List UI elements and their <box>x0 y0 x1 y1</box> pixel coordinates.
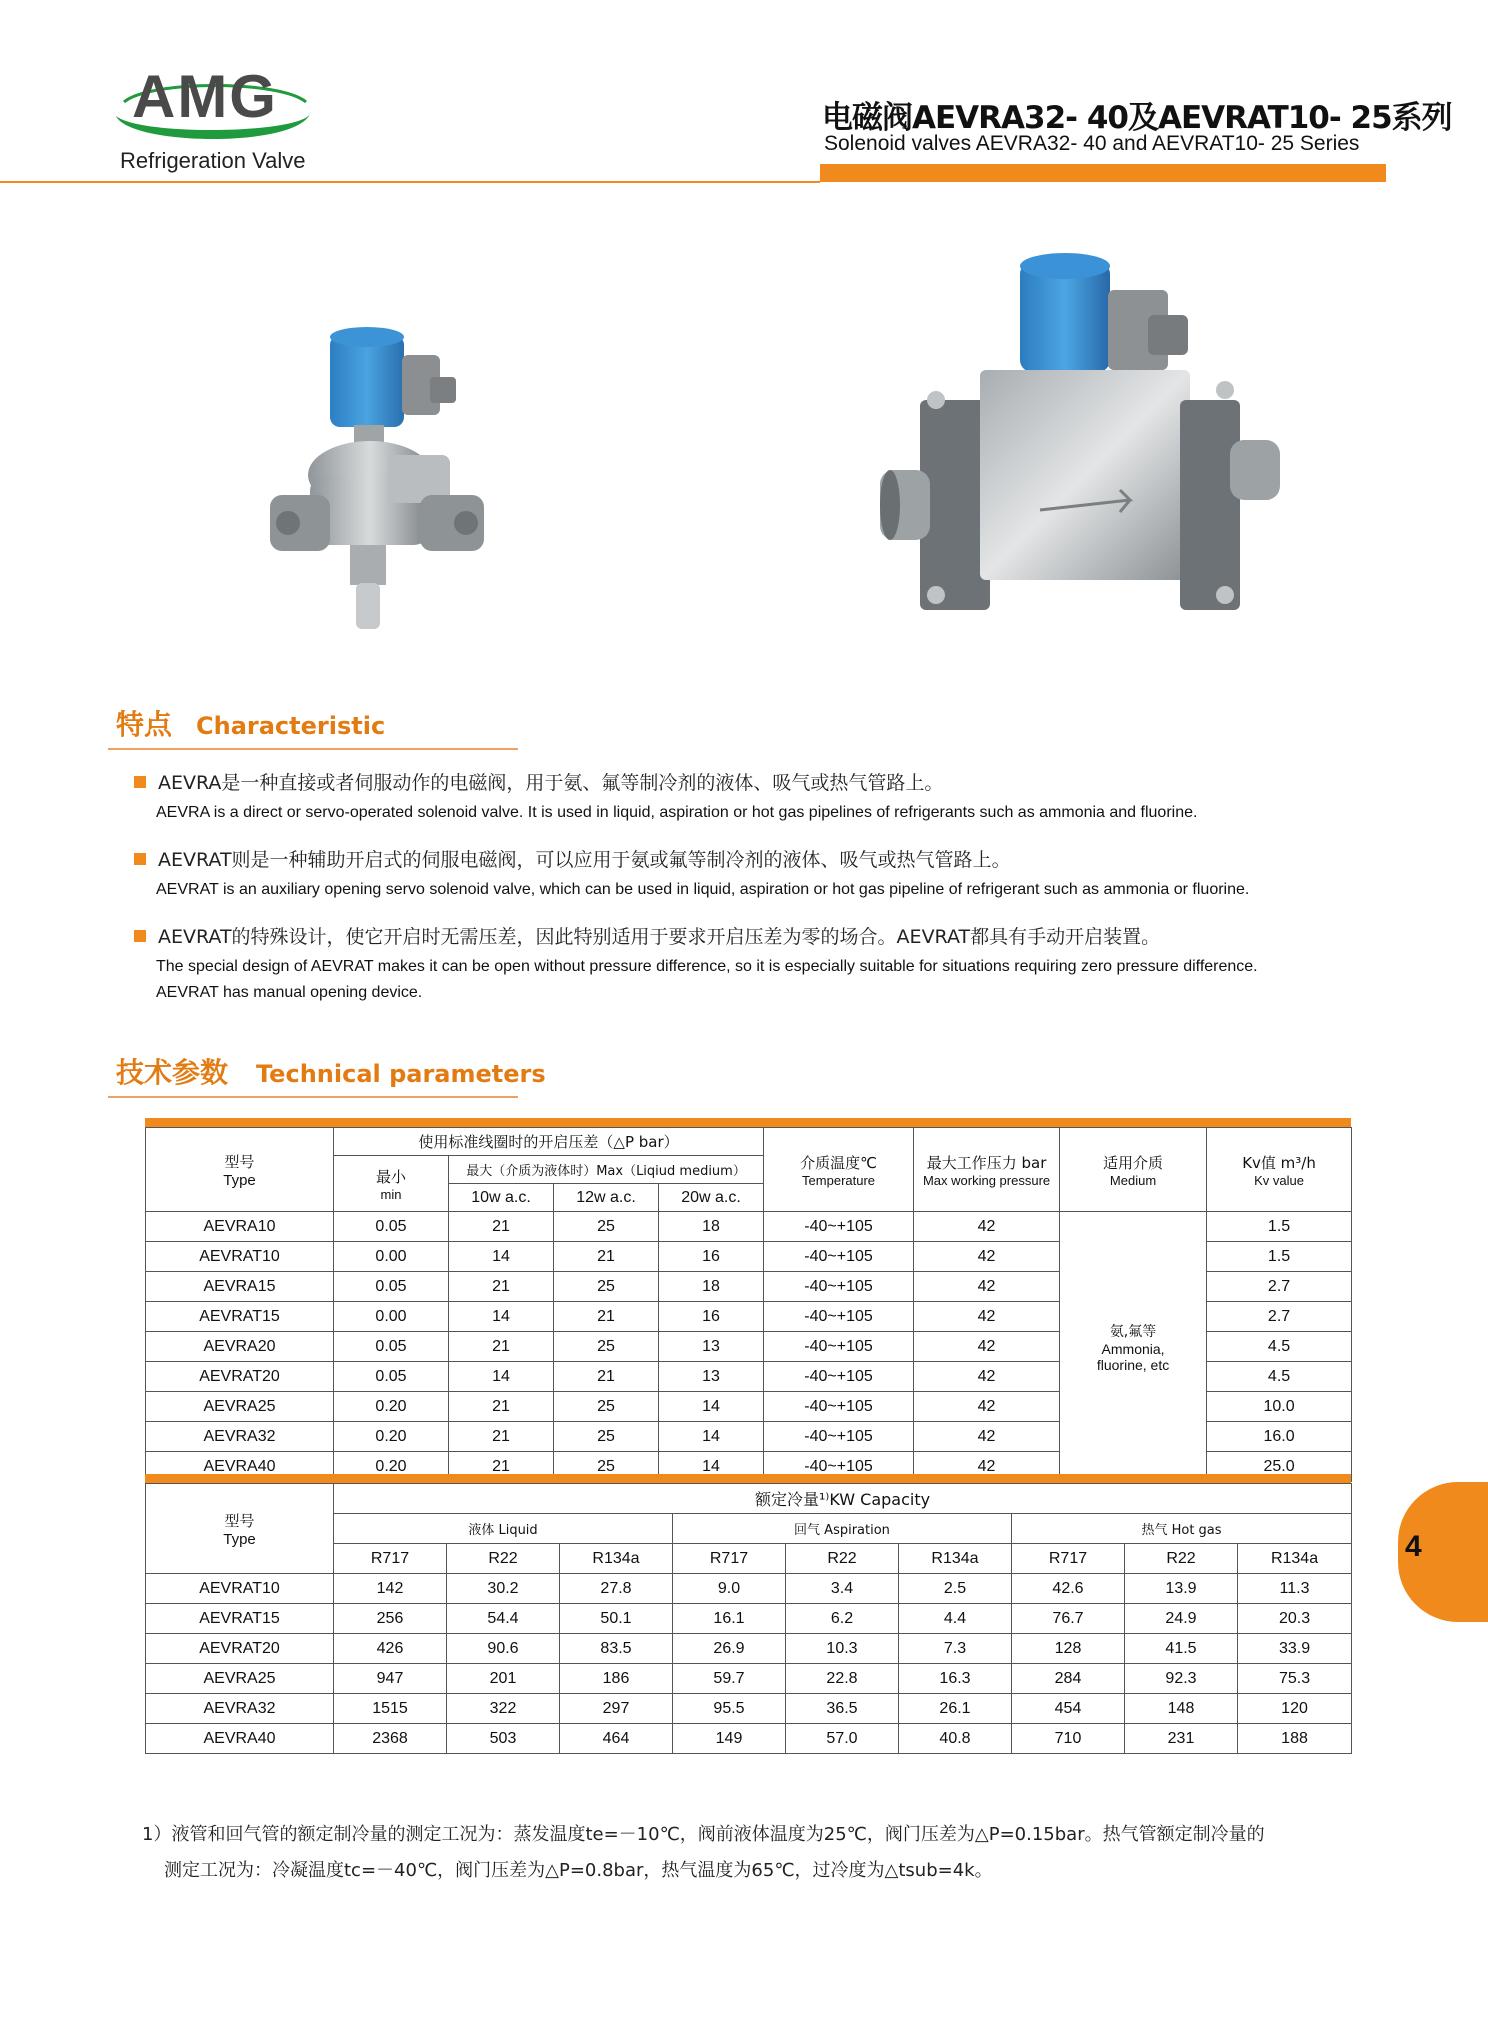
cell-capacity: 42.6 <box>1012 1574 1125 1604</box>
cell-w20: 14 <box>659 1452 764 1482</box>
cell-temp: -40~+105 <box>764 1302 914 1332</box>
cell-min: 0.20 <box>334 1422 449 1452</box>
cell-temp: -40~+105 <box>764 1392 914 1422</box>
cell-type: AEVRAT20 <box>146 1634 334 1664</box>
col-header-refrigerant: R134a <box>1238 1544 1352 1574</box>
cell-type: AEVRA25 <box>146 1392 334 1422</box>
cell-kv: 4.5 <box>1207 1332 1352 1362</box>
table-accent-bar <box>145 1474 1351 1483</box>
cell-w20: 16 <box>659 1302 764 1332</box>
cell-capacity: 59.7 <box>673 1664 786 1694</box>
table-row <box>146 1664 1352 1694</box>
cell-temp: -40~+105 <box>764 1332 914 1362</box>
table-row <box>146 1724 1352 1754</box>
cell-capacity: 27.8 <box>560 1574 673 1604</box>
cell-temp: -40~+105 <box>764 1362 914 1392</box>
cell-capacity: 7.3 <box>899 1634 1012 1664</box>
section-heading-characteristic-cn: 特点 <box>116 708 173 741</box>
page-title-cn: 电磁阀AEVRA32- 40及AEVRAT10- 25系列 <box>822 100 1452 136</box>
col-header-20w: 20w a.c. <box>659 1184 764 1212</box>
cell-w12: 25 <box>554 1422 659 1452</box>
cell-capacity: 256 <box>334 1604 447 1634</box>
cell-mwp: 42 <box>914 1452 1060 1482</box>
valve-large-image <box>880 250 1300 650</box>
cell-min: 0.05 <box>334 1332 449 1362</box>
footnote-line: 测定工况为：冷凝温度tc=－40℃，阀门压差为△P=0.8bar，热气温度为65℃，过冷度为△tsub=4k。 <box>164 1860 993 1881</box>
col-header-medium: 适用介质 Medium <box>1060 1128 1207 1212</box>
cell-type: AEVRA10 <box>146 1212 334 1242</box>
col-header-aspiration: 回气 Aspiration <box>673 1514 1012 1544</box>
cell-type: AEVRA40 <box>146 1724 334 1754</box>
cell-capacity: 10.3 <box>786 1634 899 1664</box>
cell-kv: 4.5 <box>1207 1362 1352 1392</box>
cell-kv: 1.5 <box>1207 1242 1352 1272</box>
header-divider <box>0 181 820 183</box>
cell-w10: 21 <box>449 1452 554 1482</box>
cell-w10: 14 <box>449 1242 554 1272</box>
cell-w10: 21 <box>449 1422 554 1452</box>
logo <box>110 62 320 172</box>
section-heading-technical-cn: 技术参数 <box>116 1056 229 1089</box>
cell-capacity: 1515 <box>334 1694 447 1724</box>
section-underline <box>108 748 518 750</box>
cell-type: AEVRAT15 <box>146 1302 334 1332</box>
footnote-line: 1）液管和回气管的额定制冷量的测定工况为：蒸发温度te=－10℃，阀前液体温度为25℃，阀门压差为△P=0.15bar。热气管额定制冷量的 <box>142 1824 1265 1845</box>
parameters-table <box>145 1127 1352 1482</box>
cell-min: 0.05 <box>334 1362 449 1392</box>
col-header-hotgas: 热气 Hot gas <box>1012 1514 1352 1544</box>
cell-capacity: 76.7 <box>1012 1604 1125 1634</box>
cell-medium <box>1060 1212 1207 1482</box>
cell-temp: -40~+105 <box>764 1272 914 1302</box>
cell-type: AEVRA32 <box>146 1694 334 1724</box>
cell-min: 0.00 <box>334 1242 449 1272</box>
cell-w10: 14 <box>449 1362 554 1392</box>
cell-type: AEVRA40 <box>146 1452 334 1482</box>
col-header-kv: Kv值 m³/h Kv value <box>1207 1128 1352 1212</box>
cell-mwp: 42 <box>914 1332 1060 1362</box>
cell-capacity: 120 <box>1238 1694 1352 1724</box>
col-header-refrigerant: R134a <box>899 1544 1012 1574</box>
cell-w20: 13 <box>659 1362 764 1392</box>
col-header-refrigerant: R22 <box>1125 1544 1238 1574</box>
medium-text: 氨,氟等 <box>1109 1323 1157 1340</box>
characteristic-item-en: AEVRA is a direct or servo-operated solenoid valve. It is used in liquid, aspiration or hot gas pipelines of refrigerants such as ammonia and fluorine. <box>156 804 1198 821</box>
cell-capacity: 13.9 <box>1125 1574 1238 1604</box>
cell-capacity: 148 <box>1125 1694 1238 1724</box>
cell-capacity: 149 <box>673 1724 786 1754</box>
cell-capacity: 92.3 <box>1125 1664 1238 1694</box>
cell-w10: 21 <box>449 1392 554 1422</box>
col-header-10w: 10w a.c. <box>449 1184 554 1212</box>
cell-type: AEVRA25 <box>146 1664 334 1694</box>
table-accent-bar <box>145 1118 1351 1127</box>
col-header-refrigerant: R22 <box>447 1544 560 1574</box>
valve-small-image <box>270 325 570 665</box>
cell-capacity: 26.1 <box>899 1694 1012 1724</box>
cell-capacity: 16.3 <box>899 1664 1012 1694</box>
cell-temp: -40~+105 <box>764 1242 914 1272</box>
cell-capacity: 4.4 <box>899 1604 1012 1634</box>
cell-mwp: 42 <box>914 1242 1060 1272</box>
cell-capacity: 57.0 <box>786 1724 899 1754</box>
cell-capacity: 464 <box>560 1724 673 1754</box>
page-number: 4 <box>1405 1530 1422 1563</box>
cell-type: AEVRA32 <box>146 1422 334 1452</box>
cell-capacity: 503 <box>447 1724 560 1754</box>
cell-w10: 21 <box>449 1332 554 1362</box>
cell-capacity: 75.3 <box>1238 1664 1352 1694</box>
col-header-min: 最小 min <box>334 1156 449 1212</box>
cell-capacity: 284 <box>1012 1664 1125 1694</box>
cell-capacity: 83.5 <box>560 1634 673 1664</box>
cell-capacity: 16.1 <box>673 1604 786 1634</box>
cell-capacity: 188 <box>1238 1724 1352 1754</box>
bullet-square-icon <box>134 853 146 865</box>
cell-temp: -40~+105 <box>764 1212 914 1242</box>
cell-capacity: 186 <box>560 1664 673 1694</box>
cell-capacity: 95.5 <box>673 1694 786 1724</box>
cell-kv: 1.5 <box>1207 1212 1352 1242</box>
cell-min: 0.20 <box>334 1392 449 1422</box>
cell-capacity: 33.9 <box>1238 1634 1352 1664</box>
cell-w12: 21 <box>554 1302 659 1332</box>
cell-w10: 14 <box>449 1302 554 1332</box>
characteristic-item-cn: AEVRAT的特殊设计，使它开启时无需压差，因此特别适用于要求开启压差为零的场合。AEVRAT都具有手动开启装置。 <box>158 926 1161 948</box>
characteristic-item-cn: AEVRA是一种直接或者伺服动作的电磁阀，用于氨、氟等制冷剂的液体、吸气或热气管路上。 <box>158 772 944 794</box>
cell-capacity: 90.6 <box>447 1634 560 1664</box>
page-title-en: Solenoid valves AEVRA32- 40 and AEVRAT10- 25 Series <box>824 132 1360 155</box>
cell-capacity: 24.9 <box>1125 1604 1238 1634</box>
characteristic-item-en: AEVRAT is an auxiliary opening servo solenoid valve, which can be used in liquid, aspiration or hot gas pipeline of refrigerant such as ammonia or fluorine. <box>156 881 1250 898</box>
cell-mwp: 42 <box>914 1362 1060 1392</box>
col-header-temperature: 介质温度℃ Temperature <box>764 1128 914 1212</box>
bullet-square-icon <box>134 930 146 942</box>
cell-capacity: 2.5 <box>899 1574 1012 1604</box>
table-row <box>146 1694 1352 1724</box>
cell-capacity: 26.9 <box>673 1634 786 1664</box>
cell-mwp: 42 <box>914 1212 1060 1242</box>
cell-w12: 21 <box>554 1362 659 1392</box>
cell-capacity: 20.3 <box>1238 1604 1352 1634</box>
table-row <box>146 1212 1352 1242</box>
characteristic-item-cn: AEVRAT则是一种辅助开启式的伺服电磁阀，可以应用于氨或氟等制冷剂的液体、吸气或热气管路上。 <box>158 849 1011 871</box>
cell-w12: 25 <box>554 1272 659 1302</box>
cell-min: 0.00 <box>334 1302 449 1332</box>
cell-type: AEVRAT20 <box>146 1362 334 1392</box>
table-row <box>146 1574 1352 1604</box>
cell-kv: 10.0 <box>1207 1392 1352 1422</box>
cell-min: 0.05 <box>334 1212 449 1242</box>
cell-w10: 21 <box>449 1272 554 1302</box>
col-header-type: 型号 Type <box>146 1128 334 1212</box>
col-header-refrigerant: R134a <box>560 1544 673 1574</box>
cell-min: 0.20 <box>334 1452 449 1482</box>
cell-capacity: 710 <box>1012 1724 1125 1754</box>
characteristic-item-en: The special design of AEVRAT makes it can be open without pressure difference, so it is especially suitable for situations requiring zero pressure difference. <box>156 958 1258 975</box>
cell-kv: 2.7 <box>1207 1302 1352 1332</box>
cell-w12: 25 <box>554 1452 659 1482</box>
cell-w20: 18 <box>659 1272 764 1302</box>
cell-capacity: 128 <box>1012 1634 1125 1664</box>
cell-kv: 16.0 <box>1207 1422 1352 1452</box>
cell-capacity: 22.8 <box>786 1664 899 1694</box>
cell-w12: 25 <box>554 1212 659 1242</box>
cell-w10: 21 <box>449 1212 554 1242</box>
characteristic-item-en: AEVRAT has manual opening device. <box>156 984 423 1001</box>
cell-w20: 18 <box>659 1212 764 1242</box>
cell-w20: 14 <box>659 1422 764 1452</box>
cell-kv: 25.0 <box>1207 1452 1352 1482</box>
col-header-capacity: 额定冷量¹⁾KW Capacity <box>334 1484 1352 1514</box>
cell-capacity: 3.4 <box>786 1574 899 1604</box>
section-heading-technical-en: Technical parameters <box>256 1060 546 1088</box>
cell-min: 0.05 <box>334 1272 449 1302</box>
cell-capacity: 947 <box>334 1664 447 1694</box>
table-row <box>146 1604 1352 1634</box>
cell-mwp: 42 <box>914 1302 1060 1332</box>
cell-capacity: 322 <box>447 1694 560 1724</box>
section-underline <box>108 1096 518 1098</box>
cell-capacity: 426 <box>334 1634 447 1664</box>
cell-capacity: 231 <box>1125 1724 1238 1754</box>
medium-text: Ammonia, <box>1101 1340 1165 1357</box>
cell-w20: 14 <box>659 1392 764 1422</box>
cell-temp: -40~+105 <box>764 1422 914 1452</box>
cell-w12: 25 <box>554 1392 659 1422</box>
medium-text: fluorine, etc <box>1096 1356 1170 1373</box>
logo-text: AMG <box>132 63 278 130</box>
cell-capacity: 30.2 <box>447 1574 560 1604</box>
cell-type: AEVRAT15 <box>146 1604 334 1634</box>
table-row <box>146 1634 1352 1664</box>
cell-capacity: 40.8 <box>899 1724 1012 1754</box>
cell-type: AEVRA15 <box>146 1272 334 1302</box>
cell-capacity: 50.1 <box>560 1604 673 1634</box>
cell-type: AEVRAT10 <box>146 1242 334 1272</box>
bullet-square-icon <box>134 776 146 788</box>
cell-type: AEVRA20 <box>146 1332 334 1362</box>
col-header-12w: 12w a.c. <box>554 1184 659 1212</box>
cell-w12: 21 <box>554 1242 659 1272</box>
cell-capacity: 41.5 <box>1125 1634 1238 1664</box>
cell-capacity: 454 <box>1012 1694 1125 1724</box>
cell-capacity: 297 <box>560 1694 673 1724</box>
cell-capacity: 11.3 <box>1238 1574 1352 1604</box>
cell-w20: 13 <box>659 1332 764 1362</box>
col-header-refrigerant: R717 <box>673 1544 786 1574</box>
cell-w12: 25 <box>554 1332 659 1362</box>
cell-type: AEVRAT10 <box>146 1574 334 1604</box>
cell-mwp: 42 <box>914 1422 1060 1452</box>
logo-subtitle: Refrigeration Valve <box>120 148 306 173</box>
col-header-liquid: 液体 Liquid <box>334 1514 673 1544</box>
cell-mwp: 42 <box>914 1272 1060 1302</box>
header-accent-bar <box>820 164 1386 182</box>
cell-mwp: 42 <box>914 1392 1060 1422</box>
capacity-table <box>145 1483 1352 1754</box>
cell-capacity: 36.5 <box>786 1694 899 1724</box>
cell-kv: 2.7 <box>1207 1272 1352 1302</box>
col-header-type: 型号 Type <box>146 1484 334 1574</box>
col-header-refrigerant: R717 <box>1012 1544 1125 1574</box>
col-header-refrigerant: R717 <box>334 1544 447 1574</box>
cell-capacity: 201 <box>447 1664 560 1694</box>
cell-capacity: 54.4 <box>447 1604 560 1634</box>
col-header-open-pressure: 使用标准线圈时的开启压差（△P bar） <box>334 1128 764 1156</box>
cell-capacity: 9.0 <box>673 1574 786 1604</box>
section-heading-characteristic-en: Characteristic <box>196 712 386 740</box>
cell-capacity: 6.2 <box>786 1604 899 1634</box>
col-header-max-pressure: 最大工作压力 bar Max working pressure <box>914 1128 1060 1212</box>
cell-temp: -40~+105 <box>764 1452 914 1482</box>
cell-w20: 16 <box>659 1242 764 1272</box>
cell-capacity: 142 <box>334 1574 447 1604</box>
cell-capacity: 2368 <box>334 1724 447 1754</box>
col-header-refrigerant: R22 <box>786 1544 899 1574</box>
col-header-max: 最大（介质为液体时）Max（Liqiud medium） <box>449 1156 764 1184</box>
